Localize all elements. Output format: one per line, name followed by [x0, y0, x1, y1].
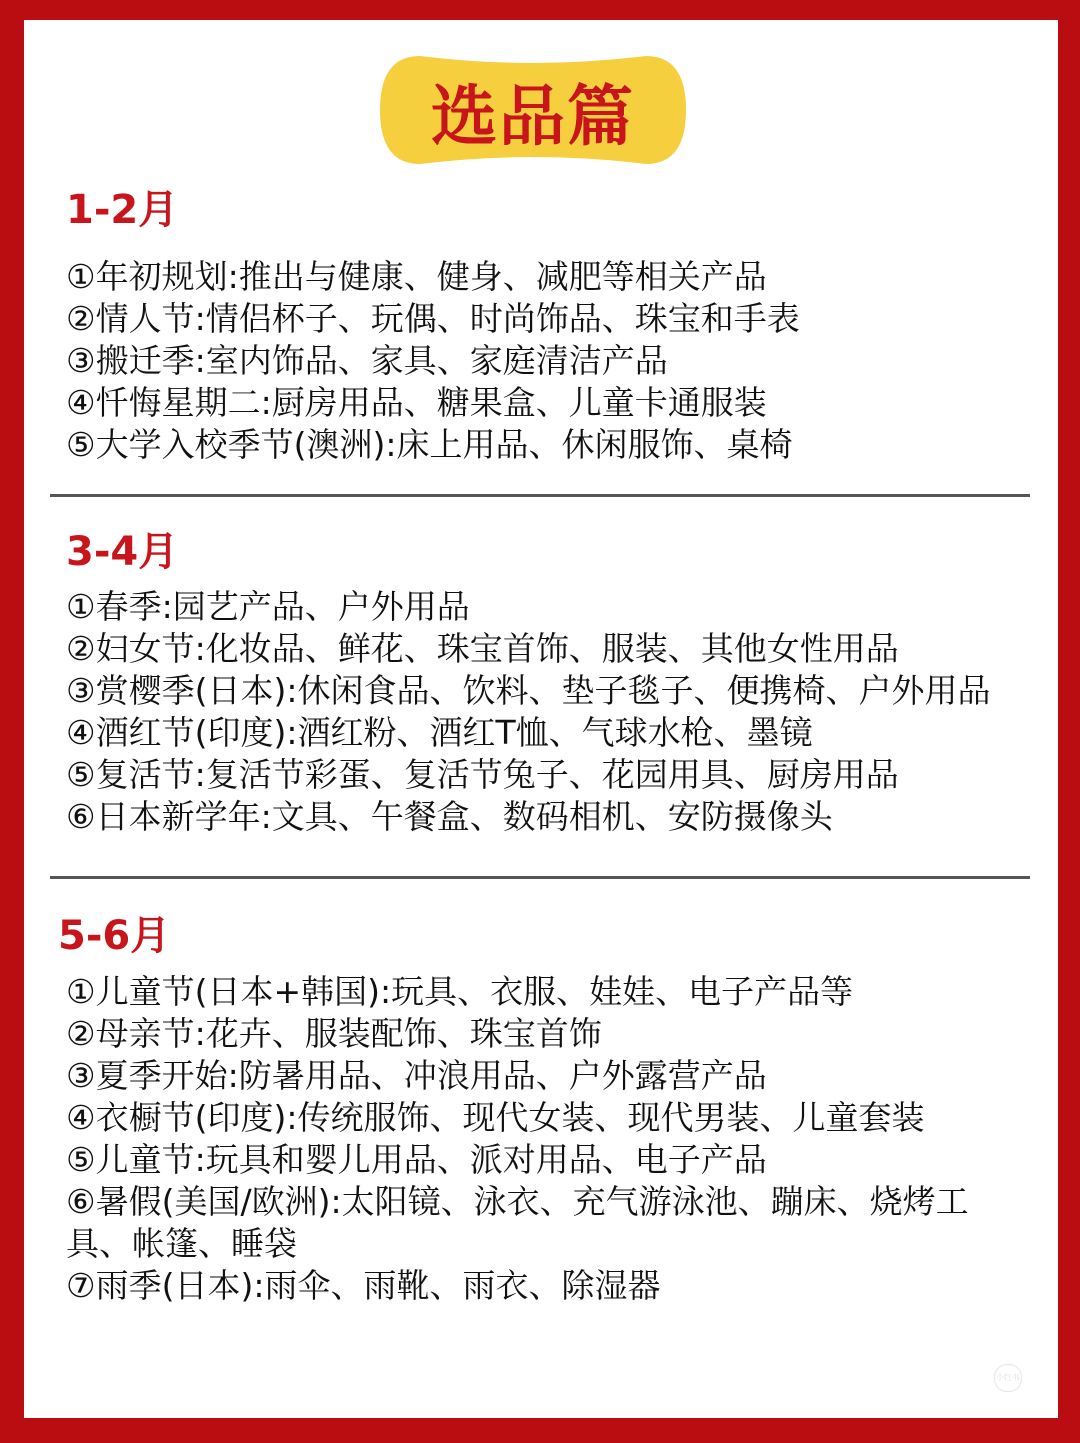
divider — [50, 494, 1030, 497]
list-item: ⑦雨季(日本):雨伞、雨靴、雨衣、除湿器 — [66, 1266, 661, 1305]
list-item: ④衣橱节(印度):传统服饰、现代女装、现代男装、儿童套装 — [66, 1098, 925, 1137]
list-item: ②情人节:情侣杯子、玩偶、时尚饰品、珠宝和手表 — [66, 299, 800, 338]
item-list — [66, 586, 990, 838]
item-list — [66, 971, 1031, 1307]
list-item: ④酒红节(印度):酒红粉、酒红T恤、气球水枪、墨镜 — [66, 713, 813, 752]
list-item: ①儿童节(日本+韩国):玩具、衣服、娃娃、电子产品等 — [66, 972, 854, 1011]
list-item: ②母亲节:花卉、服装配饰、珠宝首饰 — [66, 1014, 602, 1053]
divider — [50, 876, 1030, 879]
list-item: ⑤儿童节:玩具和婴儿用品、派对用品、电子产品 — [66, 1140, 767, 1179]
list-item: ⑥日本新学年:文具、午餐盒、数码相机、安防摄像头 — [66, 797, 833, 836]
list-item: ②妇女节:化妆品、鲜花、珠宝首饰、服装、其他女性用品 — [66, 629, 899, 668]
item-list — [66, 256, 800, 466]
list-item: ①年初规划:推出与健康、健身、减肥等相关产品 — [66, 257, 767, 296]
section-heading: 1-2月 — [66, 187, 179, 233]
list-item: ①春季:园艺产品、户外用品 — [66, 587, 470, 626]
section-heading: 3-4月 — [66, 529, 179, 575]
content-card — [24, 20, 1058, 1418]
list-item: ③搬迁季:室内饰品、家具、家庭清洁产品 — [66, 341, 668, 380]
section-heading: 5-6月 — [58, 913, 171, 959]
page-title: 选品篇 — [431, 77, 635, 155]
watermark-logo: 小红书 — [994, 1364, 1022, 1392]
list-item: ⑤复活节:复活节彩蛋、复活节兔子、花园用具、厨房用品 — [66, 755, 899, 794]
list-item: ⑤大学入校季节(澳洲):床上用品、休闲服饰、桌椅 — [66, 425, 793, 464]
list-item: ③赏樱季(日本):休闲食品、饮料、垫子毯子、便携椅、户外用品 — [66, 671, 991, 710]
title-badge — [380, 48, 686, 172]
list-item: ⑥暑假(美国/欧洲):太阳镜、泳衣、充气游泳池、蹦床、烧烤工具、帐篷、睡袋 — [66, 1182, 969, 1263]
list-item: ③夏季开始:防暑用品、冲浪用品、户外露营产品 — [66, 1056, 767, 1095]
list-item: ④忏悔星期二:厨房用品、糖果盒、儿童卡通服装 — [66, 383, 767, 422]
